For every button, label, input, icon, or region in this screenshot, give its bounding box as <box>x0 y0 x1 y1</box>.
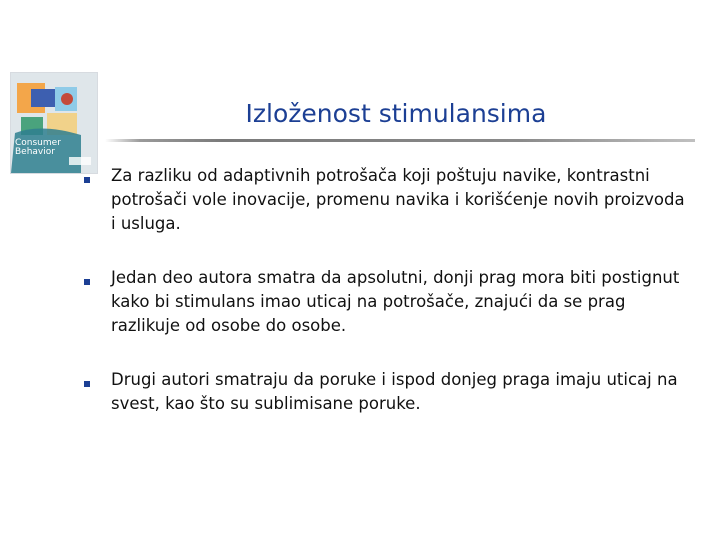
book-cover-image <box>10 72 98 174</box>
bullet-marker-icon <box>84 381 90 387</box>
book-cover-art <box>11 73 97 173</box>
bullet-text: Za razliku od adaptivnih potrošača koji poštuju navike, kontrastni potrošači vole inovacije, promenu navika i korišćenje novih proizvoda i usluga. <box>111 166 685 233</box>
book-cover-title <box>15 139 93 157</box>
title-divider <box>105 139 695 142</box>
bullet-item <box>84 266 694 338</box>
bullet-item <box>84 164 694 236</box>
bullet-list <box>84 164 694 416</box>
bullet-marker-icon <box>84 177 90 183</box>
bullet-text: Drugi autori smatraju da poruke i ispod donjeg praga imaju uticaj na svest, kao što su sublimisane poruke. <box>111 370 678 413</box>
cover-title-line-2: Behavior <box>15 147 55 157</box>
cover-title-line-1: Consumer <box>15 138 61 148</box>
bullet-text: Jedan deo autora smatra da apsolutni, donji prag mora biti postignut kako bi stimulans imao uticaj na potrošače, znajući da se prag razlikuje od osobe do osobe. <box>111 268 680 335</box>
slide-title: Izloženost stimulansima <box>245 99 547 128</box>
bullet-item <box>84 368 694 416</box>
bullet-marker-icon <box>84 279 90 285</box>
